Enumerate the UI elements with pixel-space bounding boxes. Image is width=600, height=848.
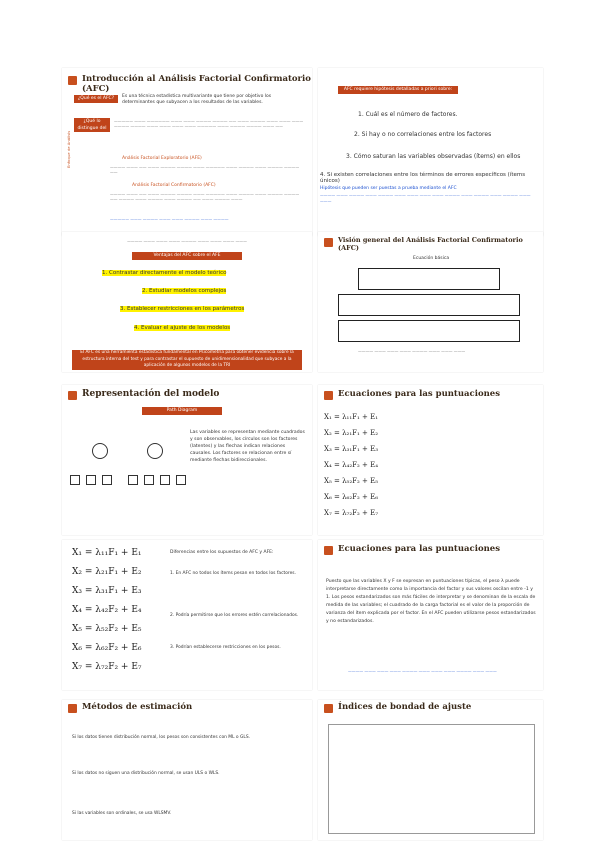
hipotesis-banner: AFC requiere hipótesis detalladas a priori sobre: — [338, 86, 458, 94]
note-text: ———— ——— ——— ——— ———— ——— ——— ——— — [358, 348, 466, 353]
factor-circle — [147, 443, 163, 459]
item-square — [102, 475, 112, 485]
slide-ecuaciones — [318, 385, 543, 535]
handwritten-note: ————— ——— ———— ——— ——— ———— ——— ———— — [110, 216, 229, 221]
slide-bullet-icon — [324, 704, 333, 713]
slide-bullet-icon — [68, 704, 77, 713]
slide-indices — [318, 700, 543, 840]
item-square — [160, 475, 170, 485]
slide-bullet-icon — [324, 546, 333, 555]
diferencia-2: 2. Podría permitirse que los errores estén correlacionados. — [170, 613, 299, 618]
que-es-text: Es una técnica estadística multivariante que tiene por objetivo los determinantes que subyacen a los resultados de las variables. — [122, 94, 272, 105]
slide-ecuaciones-2 — [318, 540, 543, 690]
summary-box — [338, 320, 520, 342]
equation: X₅ = λ₅₂F₂ + E₅ — [324, 477, 379, 485]
equation: X₂ = λ₂₁F₁ + E₂ — [72, 567, 142, 577]
handwritten-note: ———— ——— ——— ——— ———— ——— ——— ——— ———— ——— ——— — [348, 668, 497, 673]
slide-vision-general — [318, 232, 543, 372]
slide-title: Ecuaciones para las puntuaciones — [338, 389, 500, 399]
ecuaciones-text: Puesto que las variables X y F se expresan en puntuaciones típicas, el peso λ puede interpretarse directamente como la importancia del factor y sus valores oscilan entre -1 y 1. Los pesos estandarizados son más fáciles de interpretar y se denominan de la escala de medida de las variables; el cuadrado de la carga factorial es el valor de la proporción de varianza del ítem explicada por el factor. En el AFC pueden utilizarse pesos estandarizados y no estandarizados. — [326, 579, 536, 624]
equation: X₇ = λ₇₂F₂ + E₇ — [324, 509, 379, 517]
slide-title: Métodos de estimación — [82, 702, 193, 712]
side-label: Enfoque de Análisis — [66, 130, 71, 168]
equation: X₃ = λ₃₁F₁ + E₃ — [324, 445, 379, 453]
afe-label: Análisis Factorial Exploratorio (AFE) — [122, 156, 202, 161]
hipotesis-note: Hipótesis que pueden ser puestas a prueba mediante el AFC — [320, 186, 457, 191]
equation: X₆ = λ₆₂F₂ + E₆ — [324, 493, 379, 501]
equation: X₂ = λ₂₁F₁ + E₂ — [324, 429, 379, 437]
hipotesis-item-4: 4. Si existen correlaciones entre los términos de errores específicos (ítems únicos) — [320, 172, 526, 184]
model-text: Las variables se representan mediante cuadrados y son observables, los círculos son los factores (latentes) y las flechas indican relaciones causales. Los factores se relacionan entre sí mediante flechas bidireccionales. — [190, 430, 305, 463]
slide-ventajas — [62, 232, 312, 372]
slide-bullet-icon — [68, 76, 77, 85]
handwritten-note: ———— ——— ———— ——— ———— ——— ——— ——— ——— ———— ——— ———— ——— ———— ——— ——— — [320, 192, 531, 203]
slide-title: Representación del modelo — [82, 389, 220, 399]
explanation-box — [338, 294, 520, 316]
slide-title: Visión general del Análisis Factorial Confirmatorio (AFC) — [338, 236, 523, 252]
afc-label: Análisis Factorial Confirmatorio (AFC) — [132, 183, 216, 188]
equation: X₄ = λ₄₂F₂ + E₄ — [72, 605, 142, 615]
item-square — [128, 475, 138, 485]
equation: X₃ = λ₃₁F₁ + E₃ — [72, 586, 142, 596]
slide-introduccion — [62, 68, 312, 236]
slide-title: Índices de bondad de ajuste — [338, 702, 472, 712]
equation: X₁ = λ₁₁F₁ + E₁ — [324, 413, 379, 421]
item-square — [144, 475, 154, 485]
slide-bullet-icon — [68, 391, 77, 400]
slide-bullet-icon — [324, 391, 333, 400]
diferencias-heading: Diferencias entre los supuestos de AFC y AFE: — [170, 550, 274, 555]
equation: X₁ = λ₁₁F₁ + E₁ — [72, 548, 142, 558]
intro-text: ———— ——— ——— ——— ———— ——— ——— ——— ——— — [127, 238, 247, 243]
hipotesis-item-1: 1. Cuál es el número de factores. — [358, 111, 458, 118]
metodo-2: Si los datos no siguen una distribución normal, se usan ULS o WLS. — [72, 771, 220, 776]
slide-bullet-icon — [324, 238, 333, 247]
distingue-text: ————— ——— —————— ——— ——— ———— ———— —— ——— ———— ——— ——— ——— ———— ———— ——— ——— ——— ——— ————— ——— ———— ———— ——— —— — [114, 118, 304, 128]
metodo-1: Si los datos tienen distribución normal, los pesos son consistentes con ML o GLS. — [72, 735, 251, 740]
slide-title: Introducción al Análisis Factorial Confirmatorio (AFC) — [82, 74, 311, 94]
slide-diferencias — [62, 540, 312, 690]
ventajas-header: Ventajas del AFC sobre el AFE — [132, 252, 242, 260]
slide-title: Ecuaciones para las puntuaciones — [338, 544, 500, 554]
path-diagram-banner: Path Diagram — [142, 407, 222, 415]
afc-text: ———— ——— —— ——— ———— ———— ——— ————— ——— ———— ——— ———— ———— —— ———— ——— ———— ——— ———— —— ——— ———— ——— — [110, 191, 300, 201]
ventajas-footer: El AFC es una herramienta estadística fundamental en Psicometría para obtener evidencia sobre la estructura interna del test y para contrastar el supuesto de unidimensionalidad que subyace a la aplicación de algunos modelos de la TRI — [72, 350, 302, 370]
hipotesis-item-3: 3. Cómo saturan las variables observadas (ítems) en ellos — [346, 153, 521, 160]
equation: X₄ = λ₄₂F₂ + E₄ — [324, 461, 379, 469]
equation: X₆ = λ₆₂F₂ + E₆ — [72, 643, 142, 653]
ventaja-2: 2. Estudiar modelos complejos — [142, 288, 227, 294]
item-square — [86, 475, 96, 485]
diferencia-3: 3. Podrían establecerse restricciones en los pesos. — [170, 645, 281, 650]
factor-circle — [92, 443, 108, 459]
afe-text: ———— ——— —— ——— ———— ———— ——— ————— ——— ———— ——— ———— ———— —— — [110, 164, 300, 174]
hipotesis-item-2: 2. Si hay o no correlaciones entre los factores — [354, 131, 492, 138]
slide-hipotesis — [318, 68, 543, 236]
equation: X₇ = λ₇₂F₂ + E₇ — [72, 662, 142, 672]
que-lo-distingue-label: ¿Qué lo distingue del ACP? — [74, 118, 110, 132]
metodo-3: Si las variables son ordinales, se usa WLSMV. — [72, 811, 172, 816]
equation: X₅ = λ₅₂F₂ + E₅ — [72, 624, 142, 634]
slide-metodos — [62, 700, 312, 840]
slide-representacion — [62, 385, 312, 535]
item-square — [70, 475, 80, 485]
equation-box — [358, 268, 500, 290]
diferencia-1: 1. En AFC no todos los ítems pesan en todos los factores. — [170, 571, 296, 576]
ventaja-3: 3. Establecer restricciones en los parámetros — [120, 306, 245, 312]
que-es-label: ¿Qué es el AFC? — [74, 95, 118, 103]
ventaja-1: 1. Contrastar directamente el modelo teórico — [102, 270, 227, 276]
item-square — [176, 475, 186, 485]
slide-subtitle: Ecuación básica — [413, 256, 450, 261]
indices-table — [328, 724, 535, 834]
ventaja-4: 4. Evaluar el ajuste de los modelos — [134, 325, 231, 331]
